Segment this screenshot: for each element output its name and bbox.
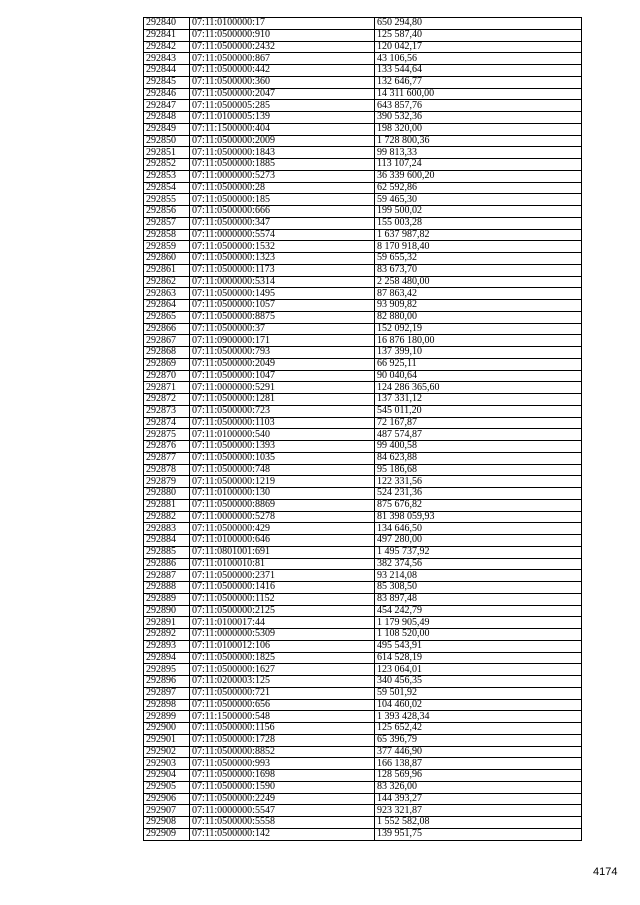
row-number-cell: 292877 bbox=[144, 452, 190, 464]
cadastral-value-cell: 152 092,19 bbox=[375, 323, 582, 335]
table-row bbox=[144, 676, 582, 688]
table-row bbox=[144, 65, 582, 77]
table-row bbox=[144, 323, 582, 335]
table-row bbox=[144, 617, 582, 629]
cadastral-value-cell: 497 280,00 bbox=[375, 535, 582, 547]
row-number-cell: 292897 bbox=[144, 687, 190, 699]
table-row bbox=[144, 300, 582, 312]
cadastral-number-cell: 07:11:0500000:793 bbox=[190, 347, 375, 359]
cadastral-value-cell: 84 623,88 bbox=[375, 452, 582, 464]
table-row bbox=[144, 358, 582, 370]
row-number-cell: 292845 bbox=[144, 76, 190, 88]
table-row bbox=[144, 76, 582, 88]
cadastral-number-cell: 07:11:0000000:5309 bbox=[190, 629, 375, 641]
cadastral-number-cell: 07:11:0500000:37 bbox=[190, 323, 375, 335]
table-row bbox=[144, 711, 582, 723]
table-row bbox=[144, 135, 582, 147]
row-number-cell: 292848 bbox=[144, 112, 190, 124]
table-row bbox=[144, 288, 582, 300]
cadastral-number-cell: 07:11:0500000:1885 bbox=[190, 159, 375, 171]
cadastral-value-cell: 139 951,75 bbox=[375, 828, 582, 840]
row-number-cell: 292890 bbox=[144, 605, 190, 617]
cadastral-value-cell: 128 569,96 bbox=[375, 770, 582, 782]
cadastral-number-cell: 07:11:0100017:44 bbox=[190, 617, 375, 629]
cadastral-number-cell: 07:11:0500000:2125 bbox=[190, 605, 375, 617]
cadastral-value-cell: 59 465,30 bbox=[375, 194, 582, 206]
cadastral-number-cell: 07:11:0500000:1156 bbox=[190, 723, 375, 735]
cadastral-number-cell: 07:11:0500000:2049 bbox=[190, 358, 375, 370]
cadastral-number-cell: 07:11:0500000:8852 bbox=[190, 746, 375, 758]
cadastral-number-cell: 07:11:0801001:691 bbox=[190, 546, 375, 558]
cadastral-value-cell: 124 286 365,60 bbox=[375, 382, 582, 394]
cadastral-value-cell: 132 646,77 bbox=[375, 76, 582, 88]
table-row bbox=[144, 699, 582, 711]
cadastral-number-cell: 07:11:0500000:8869 bbox=[190, 499, 375, 511]
row-number-cell: 292876 bbox=[144, 441, 190, 453]
cadastral-value-cell: 166 138,87 bbox=[375, 758, 582, 770]
cadastral-number-cell: 07:11:0000000:5278 bbox=[190, 511, 375, 523]
cadastral-number-cell: 07:11:0500000:1281 bbox=[190, 394, 375, 406]
table-row bbox=[144, 41, 582, 53]
cadastral-number-cell: 07:11:0500000:2371 bbox=[190, 570, 375, 582]
row-number-cell: 292867 bbox=[144, 335, 190, 347]
cadastral-value-cell: 36 339 600,20 bbox=[375, 170, 582, 182]
row-number-cell: 292881 bbox=[144, 499, 190, 511]
table-row bbox=[144, 170, 582, 182]
table-row bbox=[144, 523, 582, 535]
table-row bbox=[144, 781, 582, 793]
cadastral-value-cell: 137 399,10 bbox=[375, 347, 582, 359]
cadastral-number-cell: 07:11:0500000:1416 bbox=[190, 582, 375, 594]
table-row bbox=[144, 147, 582, 159]
cadastral-value-cell: 87 863,42 bbox=[375, 288, 582, 300]
table-row bbox=[144, 734, 582, 746]
cadastral-value-cell: 83 673,70 bbox=[375, 264, 582, 276]
cadastral-number-cell: 07:11:0500000:1152 bbox=[190, 593, 375, 605]
row-number-cell: 292883 bbox=[144, 523, 190, 535]
cadastral-number-cell: 07:11:0500000:2047 bbox=[190, 88, 375, 100]
table-row bbox=[144, 429, 582, 441]
cadastral-value-cell: 133 544,64 bbox=[375, 65, 582, 77]
cadastral-number-cell: 07:11:0500000:1173 bbox=[190, 264, 375, 276]
cadastral-value-cell: 83 897,48 bbox=[375, 593, 582, 605]
cadastral-value-cell: 545 011,20 bbox=[375, 405, 582, 417]
table-row bbox=[144, 511, 582, 523]
cadastral-number-cell: 07:11:1500000:404 bbox=[190, 123, 375, 135]
cadastral-value-cell: 487 574,87 bbox=[375, 429, 582, 441]
table-row bbox=[144, 88, 582, 100]
row-number-cell: 292849 bbox=[144, 123, 190, 135]
table-row bbox=[144, 652, 582, 664]
row-number-cell: 292851 bbox=[144, 147, 190, 159]
cadastral-value-cell: 1 179 905,49 bbox=[375, 617, 582, 629]
cadastral-value-cell: 113 107,24 bbox=[375, 159, 582, 171]
table-row bbox=[144, 746, 582, 758]
row-number-cell: 292903 bbox=[144, 758, 190, 770]
cadastral-number-cell: 07:11:0500000:1627 bbox=[190, 664, 375, 676]
row-number-cell: 292857 bbox=[144, 217, 190, 229]
row-number-cell: 292891 bbox=[144, 617, 190, 629]
table-row bbox=[144, 817, 582, 829]
cadastral-value-cell: 62 592,86 bbox=[375, 182, 582, 194]
row-number-cell: 292856 bbox=[144, 206, 190, 218]
cadastral-number-cell: 07:11:0500000:721 bbox=[190, 687, 375, 699]
cadastral-value-cell: 524 231,36 bbox=[375, 488, 582, 500]
cadastral-number-cell: 07:11:0500000:429 bbox=[190, 523, 375, 535]
cadastral-value-cell: 614 528,19 bbox=[375, 652, 582, 664]
row-number-cell: 292843 bbox=[144, 53, 190, 65]
row-number-cell: 292841 bbox=[144, 29, 190, 41]
cadastral-value-cell: 923 321,87 bbox=[375, 805, 582, 817]
table-row bbox=[144, 723, 582, 735]
table-row bbox=[144, 206, 582, 218]
row-number-cell: 292861 bbox=[144, 264, 190, 276]
table-row bbox=[144, 488, 582, 500]
table-row bbox=[144, 182, 582, 194]
row-number-cell: 292853 bbox=[144, 170, 190, 182]
row-number-cell: 292842 bbox=[144, 41, 190, 53]
cadastral-value-cell: 93 909,82 bbox=[375, 300, 582, 312]
cadastral-number-cell: 07:11:0500000:910 bbox=[190, 29, 375, 41]
table-row bbox=[144, 18, 582, 30]
cadastral-value-cell: 2 258 480,00 bbox=[375, 276, 582, 288]
cadastral-value-cell: 125 652,42 bbox=[375, 723, 582, 735]
row-number-cell: 292905 bbox=[144, 781, 190, 793]
table-row bbox=[144, 582, 582, 594]
row-number-cell: 292880 bbox=[144, 488, 190, 500]
cadastral-number-cell: 07:11:0000000:5314 bbox=[190, 276, 375, 288]
row-number-cell: 292864 bbox=[144, 300, 190, 312]
cadastral-value-cell: 454 242,79 bbox=[375, 605, 582, 617]
cadastral-number-cell: 07:11:0500000:1393 bbox=[190, 441, 375, 453]
row-number-cell: 292898 bbox=[144, 699, 190, 711]
row-number-cell: 292894 bbox=[144, 652, 190, 664]
row-number-cell: 292888 bbox=[144, 582, 190, 594]
cadastral-number-cell: 07:11:0500000:1103 bbox=[190, 417, 375, 429]
cadastral-number-cell: 07:11:0500000:360 bbox=[190, 76, 375, 88]
cadastral-value-cell: 65 396,79 bbox=[375, 734, 582, 746]
table-row bbox=[144, 535, 582, 547]
cadastral-number-cell: 07:11:0100012:106 bbox=[190, 640, 375, 652]
row-number-cell: 292869 bbox=[144, 358, 190, 370]
row-number-cell: 292852 bbox=[144, 159, 190, 171]
row-number-cell: 292892 bbox=[144, 629, 190, 641]
cadastral-number-cell: 07:11:1500000:548 bbox=[190, 711, 375, 723]
table-row bbox=[144, 123, 582, 135]
cadastral-number-cell: 07:11:0500000:666 bbox=[190, 206, 375, 218]
cadastral-value-cell: 155 003,28 bbox=[375, 217, 582, 229]
row-number-cell: 292860 bbox=[144, 253, 190, 265]
table-row bbox=[144, 229, 582, 241]
row-number-cell: 292879 bbox=[144, 476, 190, 488]
cadastral-number-cell: 07:11:0500000:1825 bbox=[190, 652, 375, 664]
cadastral-value-cell: 95 186,68 bbox=[375, 464, 582, 476]
row-number-cell: 292896 bbox=[144, 676, 190, 688]
table-row bbox=[144, 311, 582, 323]
cadastral-number-cell: 07:11:0500000:1035 bbox=[190, 452, 375, 464]
cadastral-value-cell: 1 728 800,36 bbox=[375, 135, 582, 147]
cadastral-value-cell: 120 042,17 bbox=[375, 41, 582, 53]
cadastral-value-cell: 83 326,00 bbox=[375, 781, 582, 793]
cadastral-value-cell: 104 460,02 bbox=[375, 699, 582, 711]
row-number-cell: 292868 bbox=[144, 347, 190, 359]
cadastral-value-cell: 8 170 918,40 bbox=[375, 241, 582, 253]
cadastral-number-cell: 07:11:0100000:646 bbox=[190, 535, 375, 547]
row-number-cell: 292846 bbox=[144, 88, 190, 100]
table-row bbox=[144, 417, 582, 429]
page-number: 4174 bbox=[593, 866, 618, 878]
cadastral-number-cell: 07:11:0500000:1047 bbox=[190, 370, 375, 382]
table-row bbox=[144, 640, 582, 652]
row-number-cell: 292887 bbox=[144, 570, 190, 582]
cadastral-value-cell: 340 456,35 bbox=[375, 676, 582, 688]
cadastral-value-cell: 59 501,92 bbox=[375, 687, 582, 699]
table-row bbox=[144, 253, 582, 265]
row-number-cell: 292907 bbox=[144, 805, 190, 817]
cadastral-value-cell: 16 876 180,00 bbox=[375, 335, 582, 347]
cadastral-value-cell: 81 398 059,93 bbox=[375, 511, 582, 523]
cadastral-value-cell: 82 880,00 bbox=[375, 311, 582, 323]
cadastral-value-cell: 134 646,50 bbox=[375, 523, 582, 535]
cadastral-value-cell: 382 374,56 bbox=[375, 558, 582, 570]
cadastral-number-cell: 07:11:0500000:1698 bbox=[190, 770, 375, 782]
table-row bbox=[144, 29, 582, 41]
cadastral-value-cell: 137 331,12 bbox=[375, 394, 582, 406]
table-row bbox=[144, 264, 582, 276]
cadastral-value-cell: 93 214,08 bbox=[375, 570, 582, 582]
row-number-cell: 292878 bbox=[144, 464, 190, 476]
cadastral-value-cell: 1 108 520,00 bbox=[375, 629, 582, 641]
row-number-cell: 292859 bbox=[144, 241, 190, 253]
cadastral-value-cell: 99 400,58 bbox=[375, 441, 582, 453]
cadastral-value-cell: 1 495 737,92 bbox=[375, 546, 582, 558]
cadastral-value-cell: 59 655,32 bbox=[375, 253, 582, 265]
cadastral-number-cell: 07:11:0500000:442 bbox=[190, 65, 375, 77]
cadastral-value-cell: 390 532,36 bbox=[375, 112, 582, 124]
row-number-cell: 292873 bbox=[144, 405, 190, 417]
table-row bbox=[144, 629, 582, 641]
row-number-cell: 292906 bbox=[144, 793, 190, 805]
table-row bbox=[144, 194, 582, 206]
table-row bbox=[144, 793, 582, 805]
table-row bbox=[144, 570, 582, 582]
cadastral-number-cell: 07:11:0500000:142 bbox=[190, 828, 375, 840]
row-number-cell: 292882 bbox=[144, 511, 190, 523]
row-number-cell: 292863 bbox=[144, 288, 190, 300]
row-number-cell: 292889 bbox=[144, 593, 190, 605]
table-row bbox=[144, 217, 582, 229]
cadastral-number-cell: 07:11:0500000:8875 bbox=[190, 311, 375, 323]
cadastral-number-cell: 07:11:0900000:171 bbox=[190, 335, 375, 347]
cadastral-value-cell: 122 331,56 bbox=[375, 476, 582, 488]
row-number-cell: 292908 bbox=[144, 817, 190, 829]
cadastral-value-cell: 199 500,02 bbox=[375, 206, 582, 218]
cadastral-number-cell: 07:11:0100000:130 bbox=[190, 488, 375, 500]
table-row bbox=[144, 382, 582, 394]
row-number-cell: 292909 bbox=[144, 828, 190, 840]
table-row bbox=[144, 452, 582, 464]
cadastral-value-cell: 875 676,82 bbox=[375, 499, 582, 511]
row-number-cell: 292874 bbox=[144, 417, 190, 429]
cadastral-value-cell: 66 925,11 bbox=[375, 358, 582, 370]
table-row bbox=[144, 370, 582, 382]
cadastral-value-cell: 495 543,91 bbox=[375, 640, 582, 652]
row-number-cell: 292865 bbox=[144, 311, 190, 323]
table-row bbox=[144, 805, 582, 817]
table-row bbox=[144, 499, 582, 511]
cadastral-number-cell: 07:11:0500000:185 bbox=[190, 194, 375, 206]
cadastral-number-cell: 07:11:0500000:1532 bbox=[190, 241, 375, 253]
table-row bbox=[144, 828, 582, 840]
row-number-cell: 292893 bbox=[144, 640, 190, 652]
table-row bbox=[144, 758, 582, 770]
row-number-cell: 292902 bbox=[144, 746, 190, 758]
cadastral-number-cell: 07:11:0000000:5574 bbox=[190, 229, 375, 241]
cadastral-number-cell: 07:11:0500000:2009 bbox=[190, 135, 375, 147]
cadastral-number-cell: 07:11:0000000:5291 bbox=[190, 382, 375, 394]
cadastral-number-cell: 07:11:0100010:81 bbox=[190, 558, 375, 570]
table-row bbox=[144, 441, 582, 453]
row-number-cell: 292884 bbox=[144, 535, 190, 547]
table-row bbox=[144, 241, 582, 253]
cadastral-value-cell: 90 040,64 bbox=[375, 370, 582, 382]
cadastral-number-cell: 07:11:0100005:139 bbox=[190, 112, 375, 124]
table-row bbox=[144, 558, 582, 570]
row-number-cell: 292875 bbox=[144, 429, 190, 441]
table-row bbox=[144, 476, 582, 488]
cadastral-value-cell: 1 552 582,08 bbox=[375, 817, 582, 829]
table-row bbox=[144, 100, 582, 112]
table-row bbox=[144, 405, 582, 417]
table-row bbox=[144, 335, 582, 347]
cadastral-value-table bbox=[143, 17, 582, 841]
cadastral-number-cell: 07:11:0500000:723 bbox=[190, 405, 375, 417]
table-row bbox=[144, 159, 582, 171]
row-number-cell: 292870 bbox=[144, 370, 190, 382]
row-number-cell: 292866 bbox=[144, 323, 190, 335]
cadastral-value-cell: 125 587,40 bbox=[375, 29, 582, 41]
cadastral-value-cell: 198 320,00 bbox=[375, 123, 582, 135]
cadastral-number-cell: 07:11:0200003:125 bbox=[190, 676, 375, 688]
cadastral-value-cell: 85 308,50 bbox=[375, 582, 582, 594]
row-number-cell: 292895 bbox=[144, 664, 190, 676]
cadastral-number-cell: 07:11:0500000:5558 bbox=[190, 817, 375, 829]
row-number-cell: 292850 bbox=[144, 135, 190, 147]
cadastral-number-cell: 07:11:0500005:285 bbox=[190, 100, 375, 112]
row-number-cell: 292899 bbox=[144, 711, 190, 723]
table-body bbox=[144, 18, 582, 841]
row-number-cell: 292886 bbox=[144, 558, 190, 570]
table-row bbox=[144, 394, 582, 406]
row-number-cell: 292901 bbox=[144, 734, 190, 746]
row-number-cell: 292847 bbox=[144, 100, 190, 112]
cadastral-number-cell: 07:11:0500000:1057 bbox=[190, 300, 375, 312]
cadastral-number-cell: 07:11:0500000:2432 bbox=[190, 41, 375, 53]
table-row bbox=[144, 593, 582, 605]
row-number-cell: 292871 bbox=[144, 382, 190, 394]
cadastral-number-cell: 07:11:0500000:1843 bbox=[190, 147, 375, 159]
table-row bbox=[144, 464, 582, 476]
table-row bbox=[144, 112, 582, 124]
cadastral-value-cell: 1 637 987,82 bbox=[375, 229, 582, 241]
row-number-cell: 292840 bbox=[144, 18, 190, 30]
table-row bbox=[144, 664, 582, 676]
row-number-cell: 292862 bbox=[144, 276, 190, 288]
cadastral-number-cell: 07:11:0500000:867 bbox=[190, 53, 375, 65]
cadastral-value-cell: 144 393,27 bbox=[375, 793, 582, 805]
cadastral-number-cell: 07:11:0500000:347 bbox=[190, 217, 375, 229]
row-number-cell: 292858 bbox=[144, 229, 190, 241]
table-row bbox=[144, 276, 582, 288]
cadastral-value-cell: 72 167,87 bbox=[375, 417, 582, 429]
cadastral-number-cell: 07:11:0500000:1323 bbox=[190, 253, 375, 265]
cadastral-value-cell: 643 857,76 bbox=[375, 100, 582, 112]
row-number-cell: 292844 bbox=[144, 65, 190, 77]
cadastral-value-cell: 43 106,56 bbox=[375, 53, 582, 65]
cadastral-number-cell: 07:11:0500000:1590 bbox=[190, 781, 375, 793]
table-row bbox=[144, 347, 582, 359]
cadastral-number-cell: 07:11:0100000:17 bbox=[190, 18, 375, 30]
cadastral-number-cell: 07:11:0500000:748 bbox=[190, 464, 375, 476]
cadastral-number-cell: 07:11:0000000:5273 bbox=[190, 170, 375, 182]
cadastral-value-cell: 377 446,90 bbox=[375, 746, 582, 758]
cadastral-value-cell: 123 064,01 bbox=[375, 664, 582, 676]
table-row bbox=[144, 770, 582, 782]
table-row bbox=[144, 53, 582, 65]
row-number-cell: 292885 bbox=[144, 546, 190, 558]
cadastral-value-cell: 650 294,80 bbox=[375, 18, 582, 30]
cadastral-number-cell: 07:11:0100000:540 bbox=[190, 429, 375, 441]
cadastral-value-cell: 99 813,33 bbox=[375, 147, 582, 159]
cadastral-number-cell: 07:11:0500000:1495 bbox=[190, 288, 375, 300]
row-number-cell: 292900 bbox=[144, 723, 190, 735]
row-number-cell: 292904 bbox=[144, 770, 190, 782]
cadastral-value-cell: 1 393 428,34 bbox=[375, 711, 582, 723]
row-number-cell: 292854 bbox=[144, 182, 190, 194]
cadastral-number-cell: 07:11:0500000:993 bbox=[190, 758, 375, 770]
cadastral-number-cell: 07:11:0500000:656 bbox=[190, 699, 375, 711]
cadastral-number-cell: 07:11:0500000:1219 bbox=[190, 476, 375, 488]
table-row bbox=[144, 546, 582, 558]
row-number-cell: 292855 bbox=[144, 194, 190, 206]
cadastral-number-cell: 07:11:0500000:28 bbox=[190, 182, 375, 194]
cadastral-number-cell: 07:11:0500000:2249 bbox=[190, 793, 375, 805]
cadastral-number-cell: 07:11:0500000:1728 bbox=[190, 734, 375, 746]
row-number-cell: 292872 bbox=[144, 394, 190, 406]
table-row bbox=[144, 605, 582, 617]
cadastral-number-cell: 07:11:0000000:5547 bbox=[190, 805, 375, 817]
table-row bbox=[144, 687, 582, 699]
cadastral-value-cell: 14 311 600,00 bbox=[375, 88, 582, 100]
